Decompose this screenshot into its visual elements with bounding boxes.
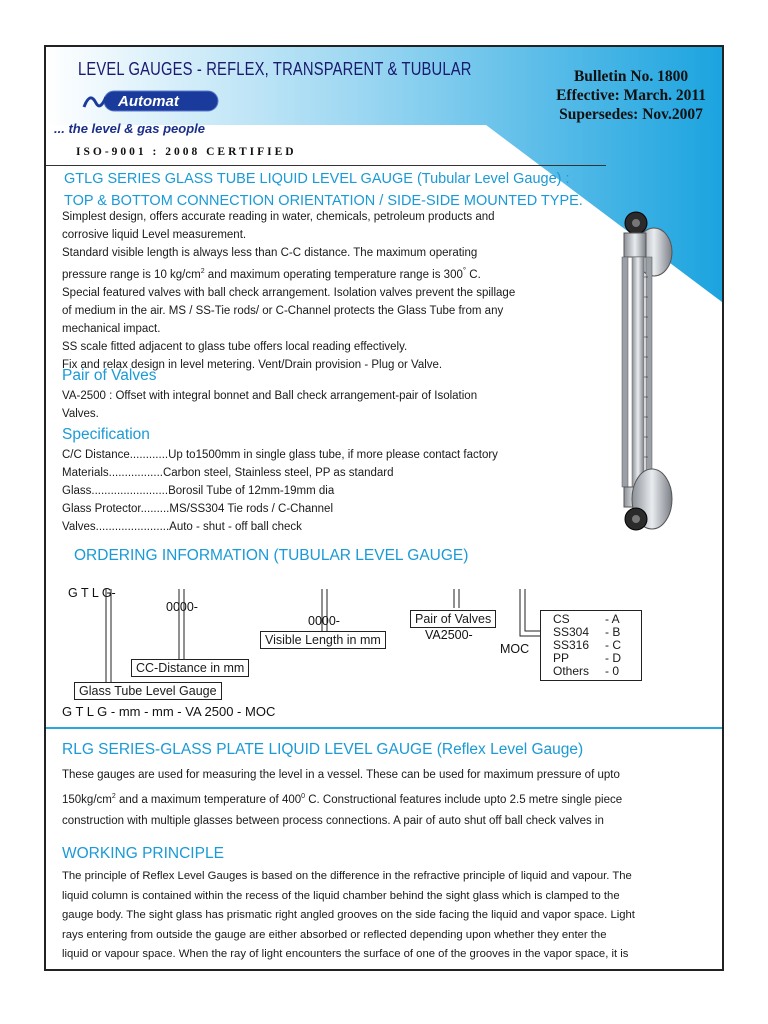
automat-logo xyxy=(82,87,220,115)
spec-value: Carbon steel, Stainless steel, PP as standard xyxy=(162,467,394,479)
glass-tube-gauge-box: Glass Tube Level Gauge xyxy=(74,682,222,700)
working-line: rays entering from outside the gauge are either absorbed or reflected depending upon whether they enter the xyxy=(62,928,607,941)
spec-value: Borosil Tube of 12mm-19mm dia xyxy=(168,485,335,497)
degree-sup: ° xyxy=(462,266,467,275)
spec-label: Materials................. xyxy=(62,467,163,479)
spec-row xyxy=(62,518,602,536)
rlg-line: construction with multiple glasses between process connections. A pair of auto shut off ball check valves in xyxy=(62,814,604,827)
iso-certification: ISO-9001 : 2008 CERTIFIED xyxy=(76,146,297,158)
bulletin-number: Bulletin No. 1800 xyxy=(573,68,689,85)
rlg-degree-sup: 0 xyxy=(301,793,306,800)
moc-value: - 0 xyxy=(605,664,620,678)
page-frame xyxy=(44,45,724,971)
desc-line: Simplest design, offers accurate reading in water, chemicals, petroleum products and xyxy=(62,211,495,223)
rlg-line-2 xyxy=(62,786,684,811)
rlg-text: 150kg/cm xyxy=(62,793,112,806)
rlg-description xyxy=(62,765,684,832)
ordering-heading: ORDERING INFORMATION (TUBULAR LEVEL GAUGE) xyxy=(74,547,469,564)
moc-code: CS xyxy=(553,612,570,626)
desc-line: corrosive liquid Level measurement. xyxy=(62,229,247,241)
moc-value: - D xyxy=(605,651,621,665)
moc-code: Others xyxy=(553,664,590,678)
rlg-text-3: C. Constructional features include upto 2.5 metre single piece xyxy=(305,793,623,806)
valves-heading: Pair of Valves xyxy=(62,367,157,384)
bulletin-supersedes: Supersedes: Nov.2007 xyxy=(559,106,703,123)
spec-row xyxy=(62,482,602,500)
spec-label: Valves....................... xyxy=(62,521,170,533)
valves-line: VA-2500 : Offset with integral bonnet and Ball check arrangement-pair of Isolation xyxy=(62,390,478,402)
desc-pressure-line xyxy=(62,262,602,284)
rlg-text-2: and a maximum temperature of 400 xyxy=(115,793,302,806)
working-principle-text xyxy=(62,867,684,965)
moc-value: - A xyxy=(605,612,620,626)
pressure-text: pressure range is 10 kg/cm xyxy=(62,268,201,281)
moc-code: PP xyxy=(553,651,570,665)
working-line: liquid column is contained within the recess of the liquid chamber behind the sight glass which is clamped to the xyxy=(62,889,620,902)
desc-line: SS scale fitted adjacent to glass tube offers local reading effectively. xyxy=(62,340,408,353)
iso-divider xyxy=(46,165,606,166)
code-valves: VA2500- xyxy=(425,628,473,642)
spec-value: MS/SS304 Tie rods / C-Channel xyxy=(169,503,334,515)
code-gtlg: G T L G- xyxy=(68,586,116,600)
code-moc: MOC xyxy=(500,642,530,656)
spec-label: Glass........................ xyxy=(62,485,169,497)
moc-code: SS304 xyxy=(553,625,590,639)
moc-options xyxy=(540,610,642,681)
spec-value: Up to1500mm in single glass tube, if more please contact factory xyxy=(168,449,498,461)
spec-row xyxy=(62,464,602,482)
visible-length-box: Visible Length in mm xyxy=(260,631,386,649)
bulletin-info xyxy=(556,67,706,124)
code-cc: 0000- xyxy=(166,600,198,614)
pressure-text-2: and maximum operating temperature range is 300 xyxy=(204,268,463,281)
desc-line: mechanical impact. xyxy=(62,322,161,335)
cc-distance-box: CC-Distance in mm xyxy=(131,659,249,677)
logo-text: Automat xyxy=(118,93,179,110)
desc-line: of medium in the air. MS / SS-Tie rods/ or C-Channel protects the Glass Tube from any xyxy=(62,304,504,317)
moc-code: SS316 xyxy=(553,638,590,652)
moc-value: - B xyxy=(605,625,621,639)
top-title: LEVEL GAUGES - REFLEX, TRANSPARENT & TUBULAR xyxy=(78,59,472,79)
valves-line: Valves. xyxy=(62,408,99,420)
spec-label: C/C Distance............ xyxy=(62,449,169,461)
spec-label: Glass Protector......... xyxy=(62,503,170,515)
pair-of-valves-box: Pair of Valves xyxy=(410,610,496,628)
code-visible: 0000- xyxy=(308,614,340,628)
rlg-line: These gauges are used for measuring the level in a vessel. These can be used for maximum pressure of upto xyxy=(62,769,620,781)
pressure-text-3: C. xyxy=(466,268,481,281)
spec-row xyxy=(62,446,602,464)
spec-row xyxy=(62,500,602,518)
working-line: liquid or vapour space. When the ray of light encounters the surface of one of the grooves in the vapor space, it is xyxy=(62,948,629,961)
specification-table xyxy=(62,446,602,536)
working-line: The principle of Reflex Level Gauges is based on the difference in the refractive principle of liquid and vapour. The xyxy=(62,870,632,882)
desc-line: Special featured valves with ball check arrangement. Isolation valves prevent the spillage xyxy=(62,286,516,299)
tagline: ... the level & gas people xyxy=(54,121,205,136)
working-line: gauge body. The sight glass has prismatic right angled grooves on the side facing the liquid and vapor space. Light xyxy=(62,909,635,922)
desc-line: Fix and relax design in level metering. Vent/Drain provision - Plug or Valve. xyxy=(62,358,443,371)
working-principle-heading: WORKING PRINCIPLE xyxy=(62,845,224,862)
specification-heading: Specification xyxy=(62,426,150,443)
rlg-sup: 2 xyxy=(111,793,116,800)
desc-line: Standard visible length is always less than C-C distance. The maximum operating xyxy=(62,247,478,259)
spec-value: Auto - shut - off ball check xyxy=(169,521,302,533)
moc-row xyxy=(553,665,641,678)
rlg-title: RLG SERIES-GLASS PLATE LIQUID LEVEL GAUGE (Reflex Level Gauge) xyxy=(62,741,584,758)
tubular-gauge-illustration xyxy=(602,197,692,537)
moc-value: - C xyxy=(605,638,621,652)
bulletin-effective: Effective: March. 2011 xyxy=(556,87,706,104)
gtlg-description xyxy=(62,208,602,374)
gtlg-title-line2: TOP & BOTTOM CONNECTION ORIENTATION / SIDE-SIDE MOUNTED TYPE. xyxy=(64,193,583,209)
gtlg-title-line1: GTLG SERIES GLASS TUBE LIQUID LEVEL GAUGE (Tubular Level Gauge) : xyxy=(64,171,570,187)
pressure-sup: 2 xyxy=(200,268,205,275)
valves-text xyxy=(62,387,602,423)
ordering-formula: G T L G - mm - mm - VA 2500 - MOC xyxy=(62,704,276,719)
section-divider xyxy=(46,727,722,729)
